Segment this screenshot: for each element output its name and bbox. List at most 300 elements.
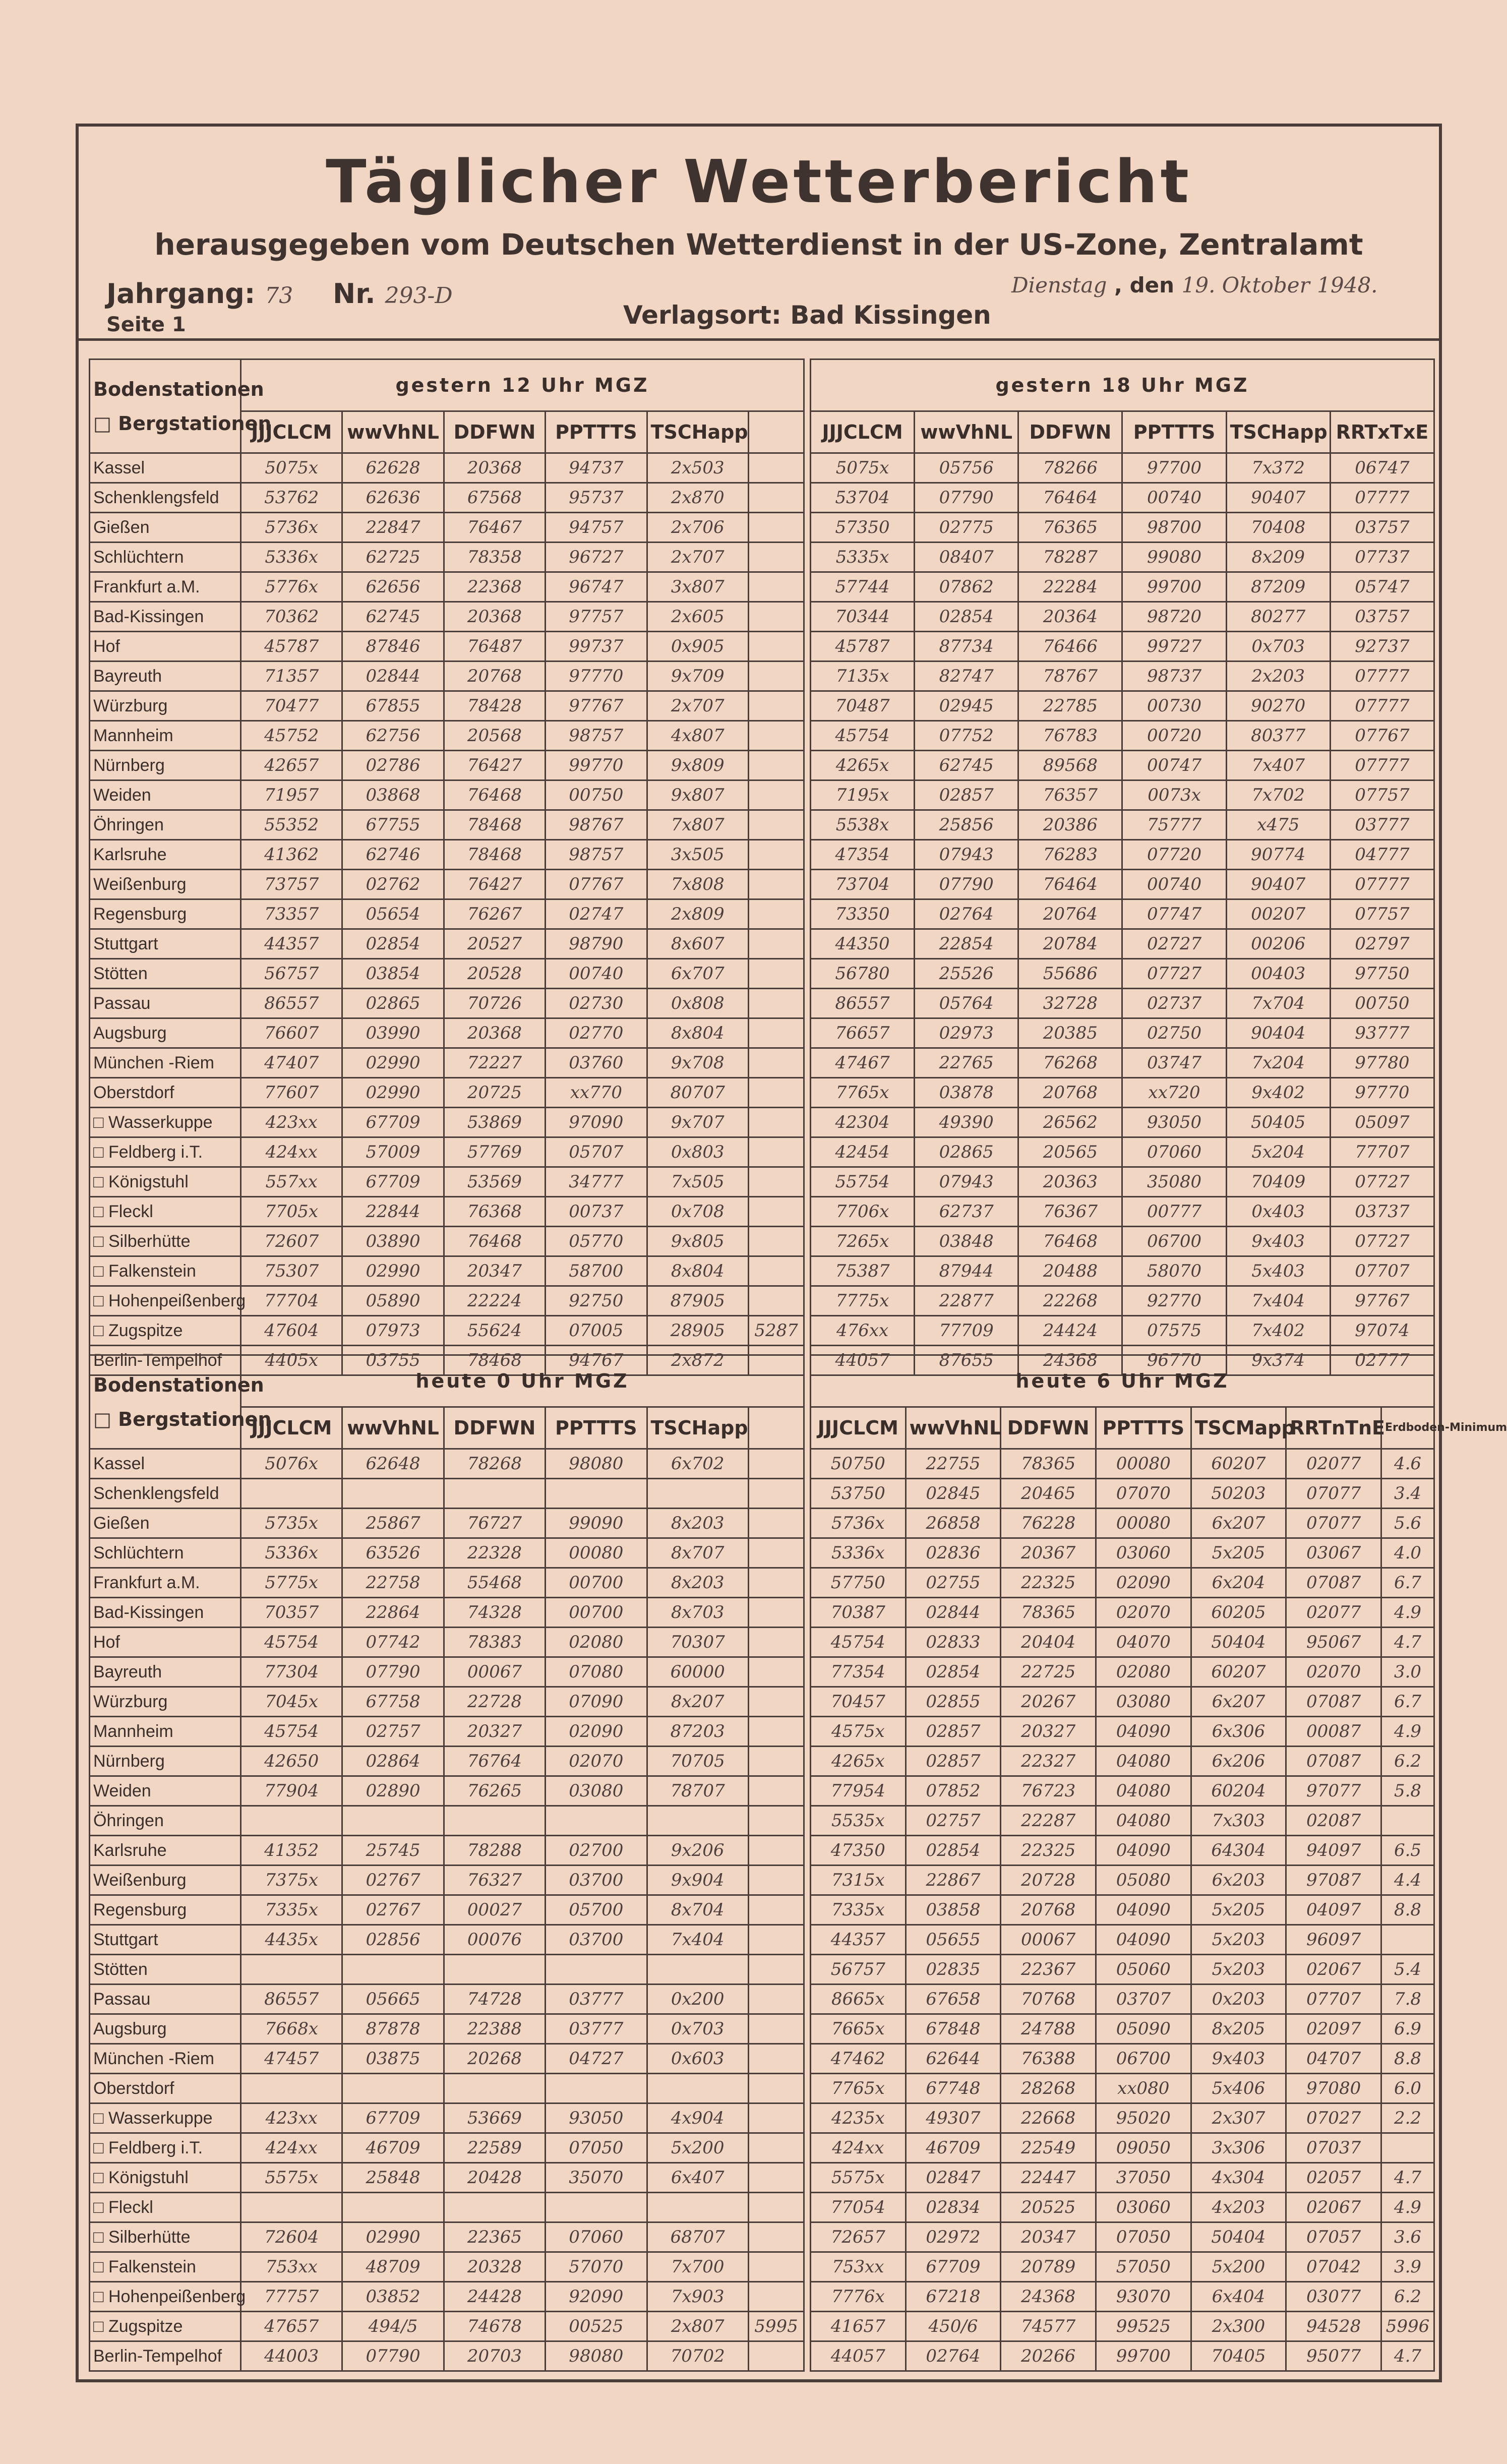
data-cell: 94737: [546, 453, 647, 483]
data-cell: 450/6: [906, 2312, 1001, 2341]
table-row: [90, 1866, 804, 1895]
data-cell: 02090: [546, 1717, 647, 1747]
table-gestern-12: [89, 358, 805, 1376]
table-row: [90, 2133, 804, 2163]
column-header: PPTTTS: [546, 1407, 647, 1449]
data-cell: 76427: [444, 870, 545, 899]
data-cell: x475: [1226, 810, 1330, 840]
data-cell: 07720: [1122, 840, 1226, 870]
data-cell: [748, 572, 804, 602]
data-cell: 03777: [546, 2014, 647, 2044]
data-cell: 74577: [1001, 2312, 1096, 2341]
data-cell: 76466: [1018, 632, 1122, 662]
station-name: □ Wasserkuppe: [90, 2104, 241, 2133]
table-row: [90, 929, 804, 959]
data-cell: 70726: [444, 989, 545, 1018]
data-cell: 3.4: [1381, 1479, 1434, 1509]
table-row: [811, 1286, 1434, 1316]
data-cell: 76267: [444, 899, 545, 929]
data-cell: 02067: [1286, 1955, 1381, 1985]
data-cell: 25856: [915, 810, 1018, 840]
column-header: PPTTTS: [546, 411, 647, 453]
data-cell: 67758: [342, 1687, 444, 1717]
data-cell: 02856: [342, 1925, 444, 1955]
table-heute-6: [810, 1354, 1507, 2372]
data-cell: 00067: [1001, 1925, 1096, 1955]
issue-line: [106, 278, 453, 310]
data-cell: 5x205: [1191, 1895, 1286, 1925]
data-cell: 8x203: [647, 1568, 748, 1598]
table-row: [90, 989, 804, 1018]
data-cell: [342, 2193, 444, 2222]
data-cell: 00720: [1122, 721, 1226, 751]
data-cell: 96770: [1122, 1346, 1226, 1375]
data-cell: 50404: [1191, 1628, 1286, 1657]
station-name: Öhringen: [90, 1806, 241, 1836]
table-row: [90, 1197, 804, 1227]
data-cell: [748, 1256, 804, 1286]
data-cell: 95020: [1096, 2104, 1191, 2133]
data-cell: 07070: [1096, 1479, 1191, 1509]
data-cell: 22854: [915, 929, 1018, 959]
data-cell: 07757: [1330, 899, 1434, 929]
weekday: Dienstag: [1011, 273, 1107, 297]
data-cell: 3.6: [1381, 2222, 1434, 2252]
data-cell: [546, 2074, 647, 2104]
data-cell: 04090: [1096, 1895, 1191, 1925]
data-cell: 73704: [811, 870, 915, 899]
data-cell: 22327: [1001, 1747, 1096, 1776]
data-cell: 97770: [1330, 1078, 1434, 1108]
data-cell: 4.7: [1381, 2341, 1434, 2371]
data-cell: 07777: [1330, 691, 1434, 721]
data-cell: 04727: [546, 2044, 647, 2074]
data-cell: 04090: [1096, 1836, 1191, 1866]
data-cell: 25745: [342, 1836, 444, 1866]
data-cell: 02786: [342, 751, 444, 780]
data-cell: 45752: [241, 721, 342, 751]
data-cell: 20328: [444, 2252, 545, 2282]
data-cell: 00525: [546, 2312, 647, 2341]
data-cell: 7x704: [1226, 989, 1330, 1018]
data-cell: [748, 1048, 804, 1078]
data-cell: 76357: [1018, 780, 1122, 810]
data-cell: 53750: [811, 1479, 906, 1509]
data-cell: 97780: [1330, 1048, 1434, 1078]
data-cell: 07757: [1330, 780, 1434, 810]
data-cell: [748, 1479, 804, 1509]
data-cell: 07077: [1286, 1479, 1381, 1509]
data-cell: 7x808: [647, 870, 748, 899]
data-cell: 7x404: [1226, 1286, 1330, 1316]
data-cell: 02854: [342, 929, 444, 959]
data-cell: 424xx: [241, 2133, 342, 2163]
data-cell: [748, 2014, 804, 2044]
data-cell: 97770: [546, 662, 647, 691]
table-heute-0: [89, 1354, 805, 2372]
station-name: Karlsruhe: [90, 1836, 241, 1866]
data-cell: 0x703: [647, 2014, 748, 2044]
data-cell: 77709: [915, 1316, 1018, 1346]
data-cell: 76467: [444, 513, 545, 543]
table-row: [90, 1955, 804, 1985]
data-cell: 07707: [1330, 1256, 1434, 1286]
column-header: TSCHapp: [647, 411, 748, 453]
data-cell: 5996: [1381, 2312, 1434, 2341]
data-cell: 20768: [1001, 1895, 1096, 1925]
table-row: [811, 780, 1434, 810]
data-cell: 04707: [1286, 2044, 1381, 2074]
table-row: [811, 1628, 1434, 1657]
data-cell: 42650: [241, 1747, 342, 1776]
station-name: Mannheim: [90, 1717, 241, 1747]
table-row: [90, 1657, 804, 1687]
data-cell: 07727: [1122, 959, 1226, 989]
column-header: Erdboden-Minimum: [1381, 1407, 1434, 1449]
data-cell: 60207: [1191, 1657, 1286, 1687]
data-cell: 04070: [1096, 1628, 1191, 1657]
data-cell: 07087: [1286, 1747, 1381, 1776]
data-cell: [444, 2074, 545, 2104]
station-name: □ Feldberg i.T.: [90, 1137, 241, 1167]
data-cell: 07727: [1330, 1167, 1434, 1197]
data-cell: 70409: [1226, 1167, 1330, 1197]
data-cell: 6.2: [1381, 1747, 1434, 1776]
column-header: DDFWN: [444, 1407, 545, 1449]
data-cell: [748, 1167, 804, 1197]
data-cell: 87905: [647, 1286, 748, 1316]
data-cell: 76367: [1018, 1197, 1122, 1227]
column-header: TSCHapp: [1226, 411, 1330, 453]
data-cell: 03875: [342, 2044, 444, 2074]
data-cell: 98700: [1122, 513, 1226, 543]
table-title: heute 6 Uhr MGZ: [811, 1355, 1434, 1407]
data-cell: 72604: [241, 2222, 342, 2252]
table-row: [90, 1985, 804, 2014]
data-cell: 7x372: [1226, 453, 1330, 483]
data-cell: 45787: [811, 632, 915, 662]
report-title: Täglicher Wetterbericht: [326, 147, 1192, 216]
data-cell: 20527: [444, 929, 545, 959]
station-name: Weiden: [90, 1776, 241, 1806]
data-cell: 07852: [906, 1776, 1001, 1806]
data-cell: 02834: [906, 2193, 1001, 2222]
data-cell: 5x203: [1191, 1955, 1286, 1985]
table-row: [90, 2014, 804, 2044]
data-cell: 5075x: [241, 453, 342, 483]
data-cell: 07777: [1330, 751, 1434, 780]
data-cell: 3x505: [647, 840, 748, 870]
table-row: [90, 1509, 804, 1538]
data-cell: [748, 1717, 804, 1747]
data-cell: [748, 959, 804, 989]
data-cell: 3x807: [647, 572, 748, 602]
data-cell: 5287: [748, 1316, 804, 1346]
station-name: □ Feldberg i.T.: [90, 2133, 241, 2163]
data-cell: 07943: [915, 1167, 1018, 1197]
data-cell: 20428: [444, 2163, 545, 2193]
data-cell: [1381, 1806, 1434, 1836]
data-cell: [647, 1955, 748, 1985]
column-header: RRTnTnE: [1286, 1407, 1381, 1449]
data-cell: 4.7: [1381, 1628, 1434, 1657]
data-cell: 03747: [1122, 1048, 1226, 1078]
data-cell: 98737: [1122, 662, 1226, 691]
table-row: [811, 929, 1434, 959]
station-name: Würzburg: [90, 1687, 241, 1717]
data-cell: 55624: [444, 1316, 545, 1346]
table-row: [90, 721, 804, 751]
data-cell: 78365: [1001, 1449, 1096, 1479]
data-cell: 03737: [1330, 1197, 1434, 1227]
data-cell: 22388: [444, 2014, 545, 2044]
table-row: [811, 1108, 1434, 1137]
data-cell: 02865: [915, 1137, 1018, 1167]
data-cell: 02097: [1286, 2014, 1381, 2044]
data-cell: 67709: [342, 2104, 444, 2133]
data-cell: 03700: [546, 1925, 647, 1955]
column-header: PPTTTS: [1096, 1407, 1191, 1449]
station-header: [90, 1355, 272, 1449]
data-cell: 02737: [1122, 989, 1226, 1018]
data-cell: 02797: [1330, 929, 1434, 959]
table-row: [90, 602, 804, 632]
data-cell: 70307: [647, 1628, 748, 1657]
data-cell: 6x207: [1191, 1509, 1286, 1538]
data-cell: 75387: [811, 1256, 915, 1286]
station-name: Hof: [90, 1628, 241, 1657]
data-cell: 07727: [1330, 1227, 1434, 1256]
data-cell: 07790: [915, 483, 1018, 513]
data-cell: 22368: [444, 572, 545, 602]
data-cell: 49307: [906, 2104, 1001, 2133]
data-cell: 07005: [546, 1316, 647, 1346]
weather-report-page: [76, 124, 1507, 2382]
data-cell: [748, 1836, 804, 1866]
table-row: [811, 1078, 1434, 1108]
data-cell: 7x407: [1226, 751, 1330, 780]
data-cell: 76265: [444, 1776, 545, 1806]
station-name: Weiden: [90, 780, 241, 810]
data-cell: [748, 483, 804, 513]
table-row: [90, 1538, 804, 1568]
table-row: [811, 1598, 1434, 1628]
data-cell: 03060: [1096, 2193, 1191, 2222]
data-cell: [748, 721, 804, 751]
table-row: [811, 1479, 1434, 1509]
data-cell: [748, 2222, 804, 2252]
data-cell: 07575: [1122, 1316, 1226, 1346]
data-cell: 07707: [1286, 1985, 1381, 2014]
table-row: [90, 2341, 804, 2371]
table-row: [811, 899, 1434, 929]
data-cell: 76783: [1018, 721, 1122, 751]
data-cell: 22728: [444, 1687, 545, 1717]
data-cell: 98767: [546, 810, 647, 840]
data-cell: 60204: [1191, 1776, 1286, 1806]
table-row: [90, 1256, 804, 1286]
column-header: wwVhNL: [906, 1407, 1001, 1449]
data-cell: 20386: [1018, 810, 1122, 840]
data-cell: 02770: [546, 1018, 647, 1048]
data-cell: 70387: [811, 1598, 906, 1628]
data-cell: 02836: [906, 1538, 1001, 1568]
table-row: [811, 959, 1434, 989]
data-cell: 9x707: [647, 1108, 748, 1137]
bodenstationen-label: Bodenstationen: [93, 378, 264, 400]
data-cell: 97090: [546, 1108, 647, 1137]
data-cell: 47657: [241, 2312, 342, 2341]
data-cell: 78365: [1001, 1598, 1096, 1628]
data-cell: 4.0: [1381, 1538, 1434, 1568]
data-cell: 7x807: [647, 810, 748, 840]
data-cell: 03990: [342, 1018, 444, 1048]
table-row: [90, 959, 804, 989]
data-cell: 60205: [1191, 1598, 1286, 1628]
data-cell: 70344: [811, 602, 915, 632]
data-cell: [748, 2044, 804, 2074]
data-cell: 4.9: [1381, 2193, 1434, 2222]
station-name: München -Riem: [90, 2044, 241, 2074]
data-cell: 2x300: [1191, 2312, 1286, 2341]
table-row: [90, 1568, 804, 1598]
table-row: [90, 1078, 804, 1108]
data-cell: 02945: [915, 691, 1018, 721]
data-cell: 20525: [1001, 2193, 1096, 2222]
data-cell: 07050: [546, 2133, 647, 2163]
data-cell: 67658: [906, 1985, 1001, 2014]
table-row: [90, 780, 804, 810]
data-cell: 58700: [546, 1256, 647, 1286]
data-cell: 05700: [546, 1895, 647, 1925]
data-cell: 22864: [342, 1598, 444, 1628]
data-cell: 7765x: [811, 2074, 906, 2104]
column-header: PPTTTS: [1122, 411, 1226, 453]
data-cell: 7375x: [241, 1866, 342, 1895]
data-cell: 04090: [1096, 1925, 1191, 1955]
data-cell: 4.9: [1381, 1717, 1434, 1747]
bergstationen-label: □ Bergstationen: [93, 412, 272, 435]
data-cell: [546, 1955, 647, 1985]
table-row: [90, 1048, 804, 1078]
data-cell: 03080: [546, 1776, 647, 1806]
data-cell: 557xx: [241, 1167, 342, 1197]
table-row: [811, 2074, 1434, 2104]
report-header: [79, 127, 1439, 341]
data-cell: 9x403: [1226, 1227, 1330, 1256]
data-cell: 8x804: [647, 1018, 748, 1048]
table-row: [90, 2312, 804, 2341]
data-cell: 7665x: [811, 2014, 906, 2044]
jahrgang-value: 73: [265, 283, 293, 309]
data-cell: 86557: [241, 989, 342, 1018]
data-cell: 22325: [1001, 1568, 1096, 1598]
column-header: wwVhNL: [342, 411, 444, 453]
table-row: [811, 602, 1434, 632]
data-cell: 98757: [546, 840, 647, 870]
data-cell: 97767: [546, 691, 647, 721]
data-cell: 08407: [915, 543, 1018, 572]
data-cell: 4.7: [1381, 2163, 1434, 2193]
data-cell: [748, 453, 804, 483]
data-cell: 00080: [1096, 1509, 1191, 1538]
data-cell: 99700: [1122, 572, 1226, 602]
data-cell: [748, 1955, 804, 1985]
data-cell: 26562: [1018, 1108, 1122, 1137]
data-cell: 20267: [1001, 1687, 1096, 1717]
data-cell: [748, 1598, 804, 1628]
data-cell: 20465: [1001, 1479, 1096, 1509]
station-name: Frankfurt a.M.: [90, 1568, 241, 1598]
data-cell: 22328: [444, 1538, 545, 1568]
data-cell: 423xx: [241, 2104, 342, 2133]
data-cell: 04080: [1096, 1806, 1191, 1836]
data-cell: 6.7: [1381, 1687, 1434, 1717]
data-cell: 7315x: [811, 1866, 906, 1895]
data-cell: 02070: [1286, 1657, 1381, 1687]
station-name: Hof: [90, 632, 241, 662]
data-cell: 0x603: [647, 2044, 748, 2074]
data-cell: 2x707: [647, 543, 748, 572]
data-cell: 5336x: [811, 1538, 906, 1568]
data-cell: 76464: [1018, 870, 1122, 899]
data-cell: 44057: [811, 1346, 915, 1375]
table-row: [90, 1806, 804, 1836]
data-cell: 76657: [811, 1018, 915, 1048]
table-row: [90, 810, 804, 840]
data-cell: 87878: [342, 2014, 444, 2044]
data-cell: 00700: [546, 1598, 647, 1628]
data-cell: 6x407: [647, 2163, 748, 2193]
data-cell: 9x708: [647, 1048, 748, 1078]
data-cell: 94767: [546, 1346, 647, 1375]
table-row: [811, 483, 1434, 513]
data-cell: 03757: [1330, 513, 1434, 543]
data-cell: 70705: [647, 1747, 748, 1776]
data-cell: 4x807: [647, 721, 748, 751]
station-name: □ Königstuhl: [90, 2163, 241, 2193]
data-cell: 5575x: [241, 2163, 342, 2193]
data-cell: 3.9: [1381, 2252, 1434, 2282]
data-cell: 22268: [1018, 1286, 1122, 1316]
table-row: [811, 810, 1434, 840]
data-cell: 74328: [444, 1598, 545, 1628]
station-name: Augsburg: [90, 1018, 241, 1048]
data-cell: 02767: [342, 1866, 444, 1895]
data-cell: 02757: [906, 1806, 1001, 1836]
data-cell: 04080: [1096, 1776, 1191, 1806]
data-cell: 6x207: [1191, 1687, 1286, 1717]
data-cell: [748, 632, 804, 662]
station-header: [90, 359, 272, 453]
data-cell: 07790: [342, 1657, 444, 1687]
table-row: [811, 2044, 1434, 2074]
data-cell: 7335x: [811, 1895, 906, 1925]
data-cell: [748, 691, 804, 721]
data-cell: 5538x: [811, 810, 915, 840]
data-cell: 7195x: [811, 780, 915, 810]
data-cell: [748, 1985, 804, 2014]
data-cell: 64304: [1191, 1836, 1286, 1866]
table-row: [811, 1048, 1434, 1078]
data-cell: [444, 2193, 545, 2222]
data-cell: [748, 810, 804, 840]
table-row: [811, 1717, 1434, 1747]
data-cell: 5075x: [811, 453, 915, 483]
data-cell: 07090: [546, 1687, 647, 1717]
data-cell: 76487: [444, 632, 545, 662]
data-cell: 7x404: [647, 1925, 748, 1955]
